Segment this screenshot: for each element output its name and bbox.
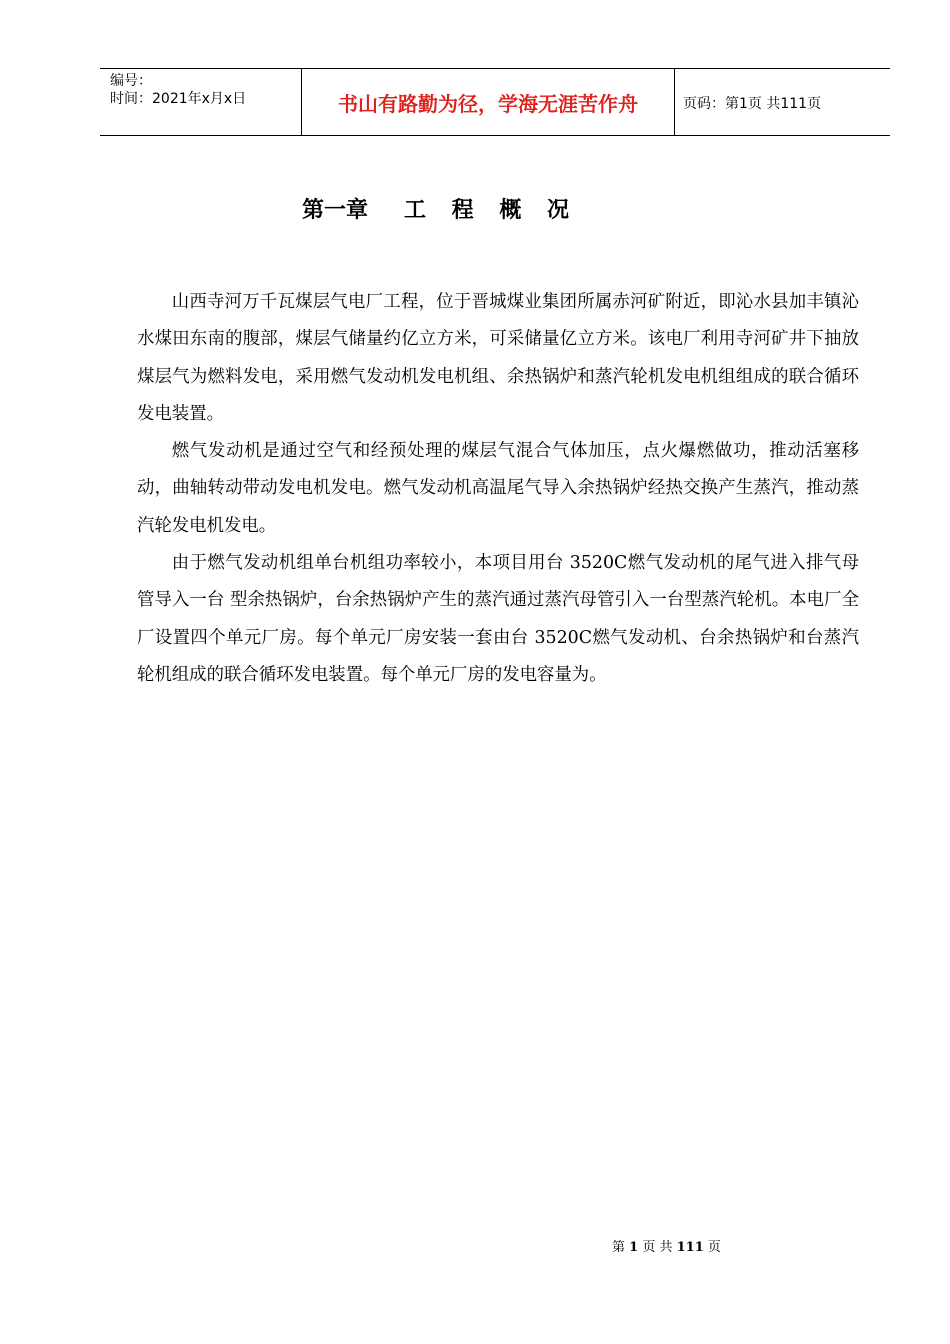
footer-suffix: 页 bbox=[707, 1240, 721, 1255]
header-page-code: 页码：第1页 共111页 bbox=[683, 96, 822, 112]
paragraph-3: 由于燃气发动机组单台机组功率较小，本项目用台 3520C燃气发动机的尾气进入排气母管导入一台 型余热锅炉，台余热锅炉产生的蒸汽通过蒸汽母管引入一台型蒸汽轮机。本电厂全厂设置四个单元厂房。每个单元厂房安装一套由台 3520C燃气发动机、台余热锅炉和台蒸汽轮机组成的联合循环发电装置。每个单元厂房的发电容量为。 bbox=[137, 553, 859, 685]
header-motto: 书山有路勤为径，学海无涯苦作舟 bbox=[338, 92, 638, 116]
document-time-label: 时间：2021年x月x日 bbox=[110, 91, 247, 107]
chapter-heading bbox=[0, 196, 880, 226]
header-left-cell bbox=[100, 69, 301, 135]
header-right-cell bbox=[675, 69, 890, 135]
footer-middle: 页 共 bbox=[642, 1240, 673, 1255]
chapter-number: 第一章 bbox=[302, 198, 369, 223]
footer-page-number: 1 bbox=[629, 1240, 639, 1255]
header-center-cell bbox=[301, 69, 675, 135]
footer-prefix: 第 bbox=[612, 1240, 626, 1255]
page-footer bbox=[612, 1239, 721, 1257]
paragraph-2: 燃气发动机是通过空气和经预处理的煤层气混合气体加压，点火爆燃做功，推动活塞移动，曲轴转动带动发电机发电。燃气发动机高温尾气导入余热锅炉经热交换产生蒸汽，推动蒸汽轮发电机发电。 bbox=[137, 441, 859, 536]
document-number-label: 编号： bbox=[110, 73, 152, 89]
body-text bbox=[137, 284, 859, 694]
paragraph-1: 山西寺河万千瓦煤层气电厂工程，位于晋城煤业集团所属赤河矿附近，即沁水县加丰镇沁水煤田东南的腹部，煤层气储量约亿立方米，可采储量亿立方米。该电厂利用寺河矿井下抽放煤层气为燃料发电，采用燃气发动机发电机组、余热锅炉和蒸汽轮机发电机组组成的联合循环发电装置。 bbox=[137, 292, 859, 424]
header-table bbox=[100, 68, 890, 136]
footer-total-pages: 111 bbox=[676, 1240, 704, 1255]
chapter-title: 工 程 概 况 bbox=[404, 198, 578, 223]
